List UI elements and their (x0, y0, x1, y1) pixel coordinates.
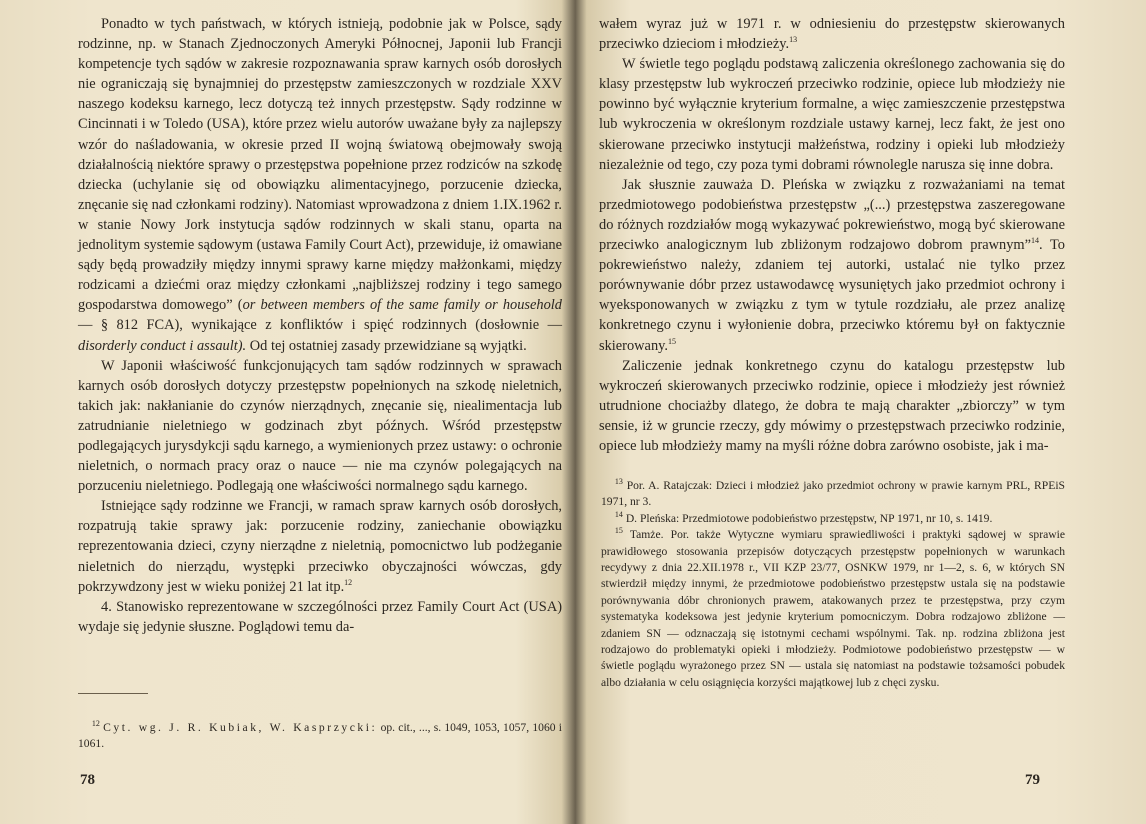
paragraph-text: W świetle tego poglądu podstawą zaliczenia określonego zachowania się do klasy przestępstw lub wykroczeń przeciwko rodzinie, opiece lub młodzieży nie powinno być wyłącznie kryterium formalne, a więc zamieszczenie przestępstwa lub wykroczenia w określonym rozdziale ustawy karnej, lecz fakt, że jest ono skierowane przeciwko instytucji małżeństwa, rodziny i opieki lub młodzieży niezależnie od tego, czy poza tymi dobrami równolegle narusza się inne dobra. (599, 56, 1065, 173)
paragraph-text: Jak słusznie zauważa D. Pleńska w związku z rozważaniami na temat przedmiotowego podobieństwa przestępstw „(...) przestępstwa zaszeregowane do różnych rozdziałów mogą wykazywać pokrewieństwo, mogą być skierowane przeciwko analogicznym lub zbliżonym rodzajowo dobrom prawnym” (599, 176, 1065, 254)
paragraph (599, 356, 1065, 456)
footnote (78, 720, 562, 753)
footnote-author: Cyt. wg. J. R. Kubiak, W. Kasprzycki: (103, 721, 378, 734)
footnote-number: 15 (614, 526, 623, 536)
footnote-ref[interactable]: 12 (344, 577, 353, 587)
footnote-ref[interactable]: 13 (789, 35, 798, 45)
footnote-divider (78, 693, 148, 694)
paragraph-text: . To pokrewieństwo należy, zdaniem tej autorki, ustalać nie tylko przez porównywanie dóbr przez ustawodawcę wysuniętych jako przedmiot ochrony i wyeksponowanych w związku z tym w tytule rozdziału, ale przez analizę konkretnego czynu i wyłonienie dobra, przeciwko któremu był on faktycznie skierowany. (599, 237, 1065, 354)
page-number: 78 (80, 772, 95, 788)
footnote (601, 527, 1065, 691)
left-page-body (78, 14, 562, 637)
footnote-text: Tamże. Por. także Wytyczne wymiaru sprawiedliwości i praktyki sądowej w sprawie prawidłowego stosowania przepisów dotyczących przestępstw popełnionych w warunkach recydywy z dnia 22.XII.1978 r., VII KZP 23/77, OSNKW 1979, nr 1—2, s. 6, w których SN stwierdził między innymi, że przedmiotowe podobieństwo przestępstw ustala się na podstawie porównywania dóbr chronionych prawem, atakowanych przez te przestępstwa, przy czym systematyka kodeksowa jest jedynie kryterium pomocniczym. Dobra rodzajowo zbliżone — zdaniem SN — odznaczają się istotnymi cechami wspólnymi. Tak. np. rodzina zbliżona jest rodzajowo do problematyki opieki i młodzieży. Podmiotowe podobieństwo przestępstw — w świetle poglądu wyrażonego przez SN — ustala się natomiast na podstawie tożsamości pobudek albo działania w celu osiągnięcia korzyści majątkowej lub z chęci zysku. (601, 528, 1065, 689)
footnote (601, 511, 1065, 527)
paragraph (599, 54, 1065, 175)
right-page (573, 0, 1146, 824)
footnote-text: Por. A. Ratajczak: Dzieci i młodzież jako przedmiot ochrony w prawie karnym PRL, RPEiS 1971, nr 3. (601, 479, 1065, 509)
paragraph (78, 356, 562, 497)
paragraph (599, 14, 1065, 54)
paragraph-text: Od tej ostatniej zasady przewidziane są wyjątki. (249, 337, 527, 354)
paragraph (78, 496, 562, 596)
footnote-number: 12 (91, 719, 100, 729)
paragraph-text: wałem wyraz już w 1971 r. w odniesieniu do przestępstw skierowanych przeciwko dzieciom i młodzieży. (599, 16, 1065, 53)
paragraph-text: — § 812 FCA), wynikające z konfliktów i spięć rodzinnych (dosłownie — (78, 317, 562, 334)
paragraph (78, 597, 562, 637)
footnote-ref[interactable]: 15 (668, 336, 677, 346)
footnote-text: D. Pleńska: Przedmiotowe podobieństwo przestępstw, NP 1971, nr 10, s. 1419. (625, 511, 993, 525)
italic-phrase: or between members of the same family or household (242, 297, 562, 314)
paragraph: Ponadto w tych państwach, w których istnieją, podobnie jak w Polsce, sądy rodzinne, np. w Stanach Zjednoczonych Ameryki Północnej, Japonii lub Francji kompetencje tych sądów w zakresie rozpoznawania spraw karnych osób dorosłych nie ograniczają się bynajmniej do przestępstw zamieszczonych w rozdziale XXV naszego kodeksu karnego, lecz dotyczą też innych przestępstw. Sądy rodzinne w Cincinnati i w Toledo (USA), które przez wielu autorów uważane były za najlepszy wzór do naśladowania, w okresie przed II wojną światową obejmowały swoją działalnością niektóre sprawy o przestępstwa popełnione przez rodziców na szkodę dziecka (uchylanie się od obowiązku alimentacyjnego, porzucenie dziecka, znęcanie się nad członkami rodziny). Natomiast wprowadzona z dniem 1.IX.1962 r. w stanie Nowy Jork instytucja sądów rodzinnych w skali stanu, oparta na jednolitym systemie sądowym (ustawa Family Court Act), przewiduje, iż omawiane sądy będą prowadziły między innymi sprawy karne między małżonkami, między rodzicami a dziećmi oraz między członkami „najbliższej rodziny i tego samego gospodarstwa domowego” (or between members of the same family or household — § 812 FCA), wynikające z konfliktów i spięć rodzinnych (dosłownie — disorderly conduct i assault). Od tej ostatniej zasady przewidziane są wyjątki. (78, 16, 562, 354)
italic-phrase: disorderly conduct i assault). (78, 337, 247, 354)
paragraph-text: 4. Stanowisko reprezentowane w szczególności przez Family Court Act (USA) wydaje się jedynie słuszne. Poglądowi temu da- (78, 598, 562, 635)
paragraph-text: Ponadto w tych państwach, w których istnieją, podobnie jak w Polsce, sądy rodzinne, np. w Stanach Zjednoczonych Ameryki Północnej, Japonii lub Francji kompetencje tych sądów w zakresie rozpoznawania spraw karnych osób dorosłych nie ograniczają się bynajmniej do przestępstw zamieszczonych w rozdziale XXV naszego kodeksu karnego, lecz dotyczą też innych przestępstw. Sądy rodzinne w Cincinnati i w Toledo (USA), które przez wielu autorów uważane były za najlepszy wzór do naśladowania, w okresie przed II wojną światową obejmowały swoją działalnością niektóre sprawy o przestępstwa popełnione przez rodziców na szkodę dziecka (uchylanie się od obowiązku alimentacyjnego, porzucenie dziecka, znęcanie się nad członkami rodziny). Natomiast wprowadzona z dniem 1.IX.1962 r. w stanie Nowy Jork instytucja sądów rodzinnych w skali stanu, oparta na jednolitym systemie sądowym (ustawa Family Court Act), przewiduje, iż omawiane sądy będą prowadziły między innymi sprawy karne między małżonkami, między rodzicami a dziećmi oraz między członkami „najbliższej rodziny i tego samego gospodarstwa domowego” (78, 16, 562, 314)
footnote (601, 478, 1065, 511)
footnote-ref[interactable]: 14 (1031, 236, 1039, 246)
paragraph-text: W Japonii właściwość funkcjonujących tam sądów rodzinnych w sprawach karnych osób dorosłych dotyczy przestępstw popełnionych na szkodę nieletnich, takich jak: nakłanianie do czynów nierządnych, znęcanie się, niealimentacja lub zatrudnianie nieletniego w godzinach zbyt późnych. Wśród przestępstw podlegających jurysdykcji sądu karnego, a wymienionych przez ustawy: o ochronie nieletnich, o normach pracy oraz o nauce — nie ma czynów polegających na porzuceniu nieletniego. Podlegają one właściwości normalnego sądu karnego. (78, 357, 562, 495)
page-number: 79 (1025, 772, 1040, 788)
paragraph-text: Zaliczenie jednak konkretnego czynu do katalogu przestępstw lub wykroczeń skierowanych przeciwko rodzinie, opiece i młodzieży jest również utrudnione chociażby dlatego, że dobra te mają charakter „zbiorczy” w tym sensie, iż w gruncie rzeczy, gdy mówimy o przestępstwach przeciwko rodzinie, opiece lub młodzieży mamy na myśli różne dobra zarówno osobiste, jak i ma- (599, 357, 1065, 454)
paragraph-text: Istniejące sądy rodzinne we Francji, w ramach spraw karnych osób dorosłych, rozpatrują takie sprawy jak: porzucenie rodziny, zaniechanie obowiązku reprezentowania dzieci, czyny nierządne z nieletnią, pomocnictwo lub podżeganie nieletnich do nierządu, występki przeciwko obyczajności wówczas, gdy pokrzywdzony jest w wieku poniżej 21 lat itp. (78, 498, 562, 595)
right-footnotes (601, 478, 1065, 691)
right-page-body (599, 14, 1065, 456)
footnote-number: 14 (614, 509, 623, 519)
footnote-text: op. cit., ..., s. 1049, 1053, 1057, 1060 i 1061. (78, 721, 562, 751)
left-footnotes (78, 720, 562, 753)
footnote-number: 13 (614, 477, 623, 487)
paragraph (599, 175, 1065, 356)
